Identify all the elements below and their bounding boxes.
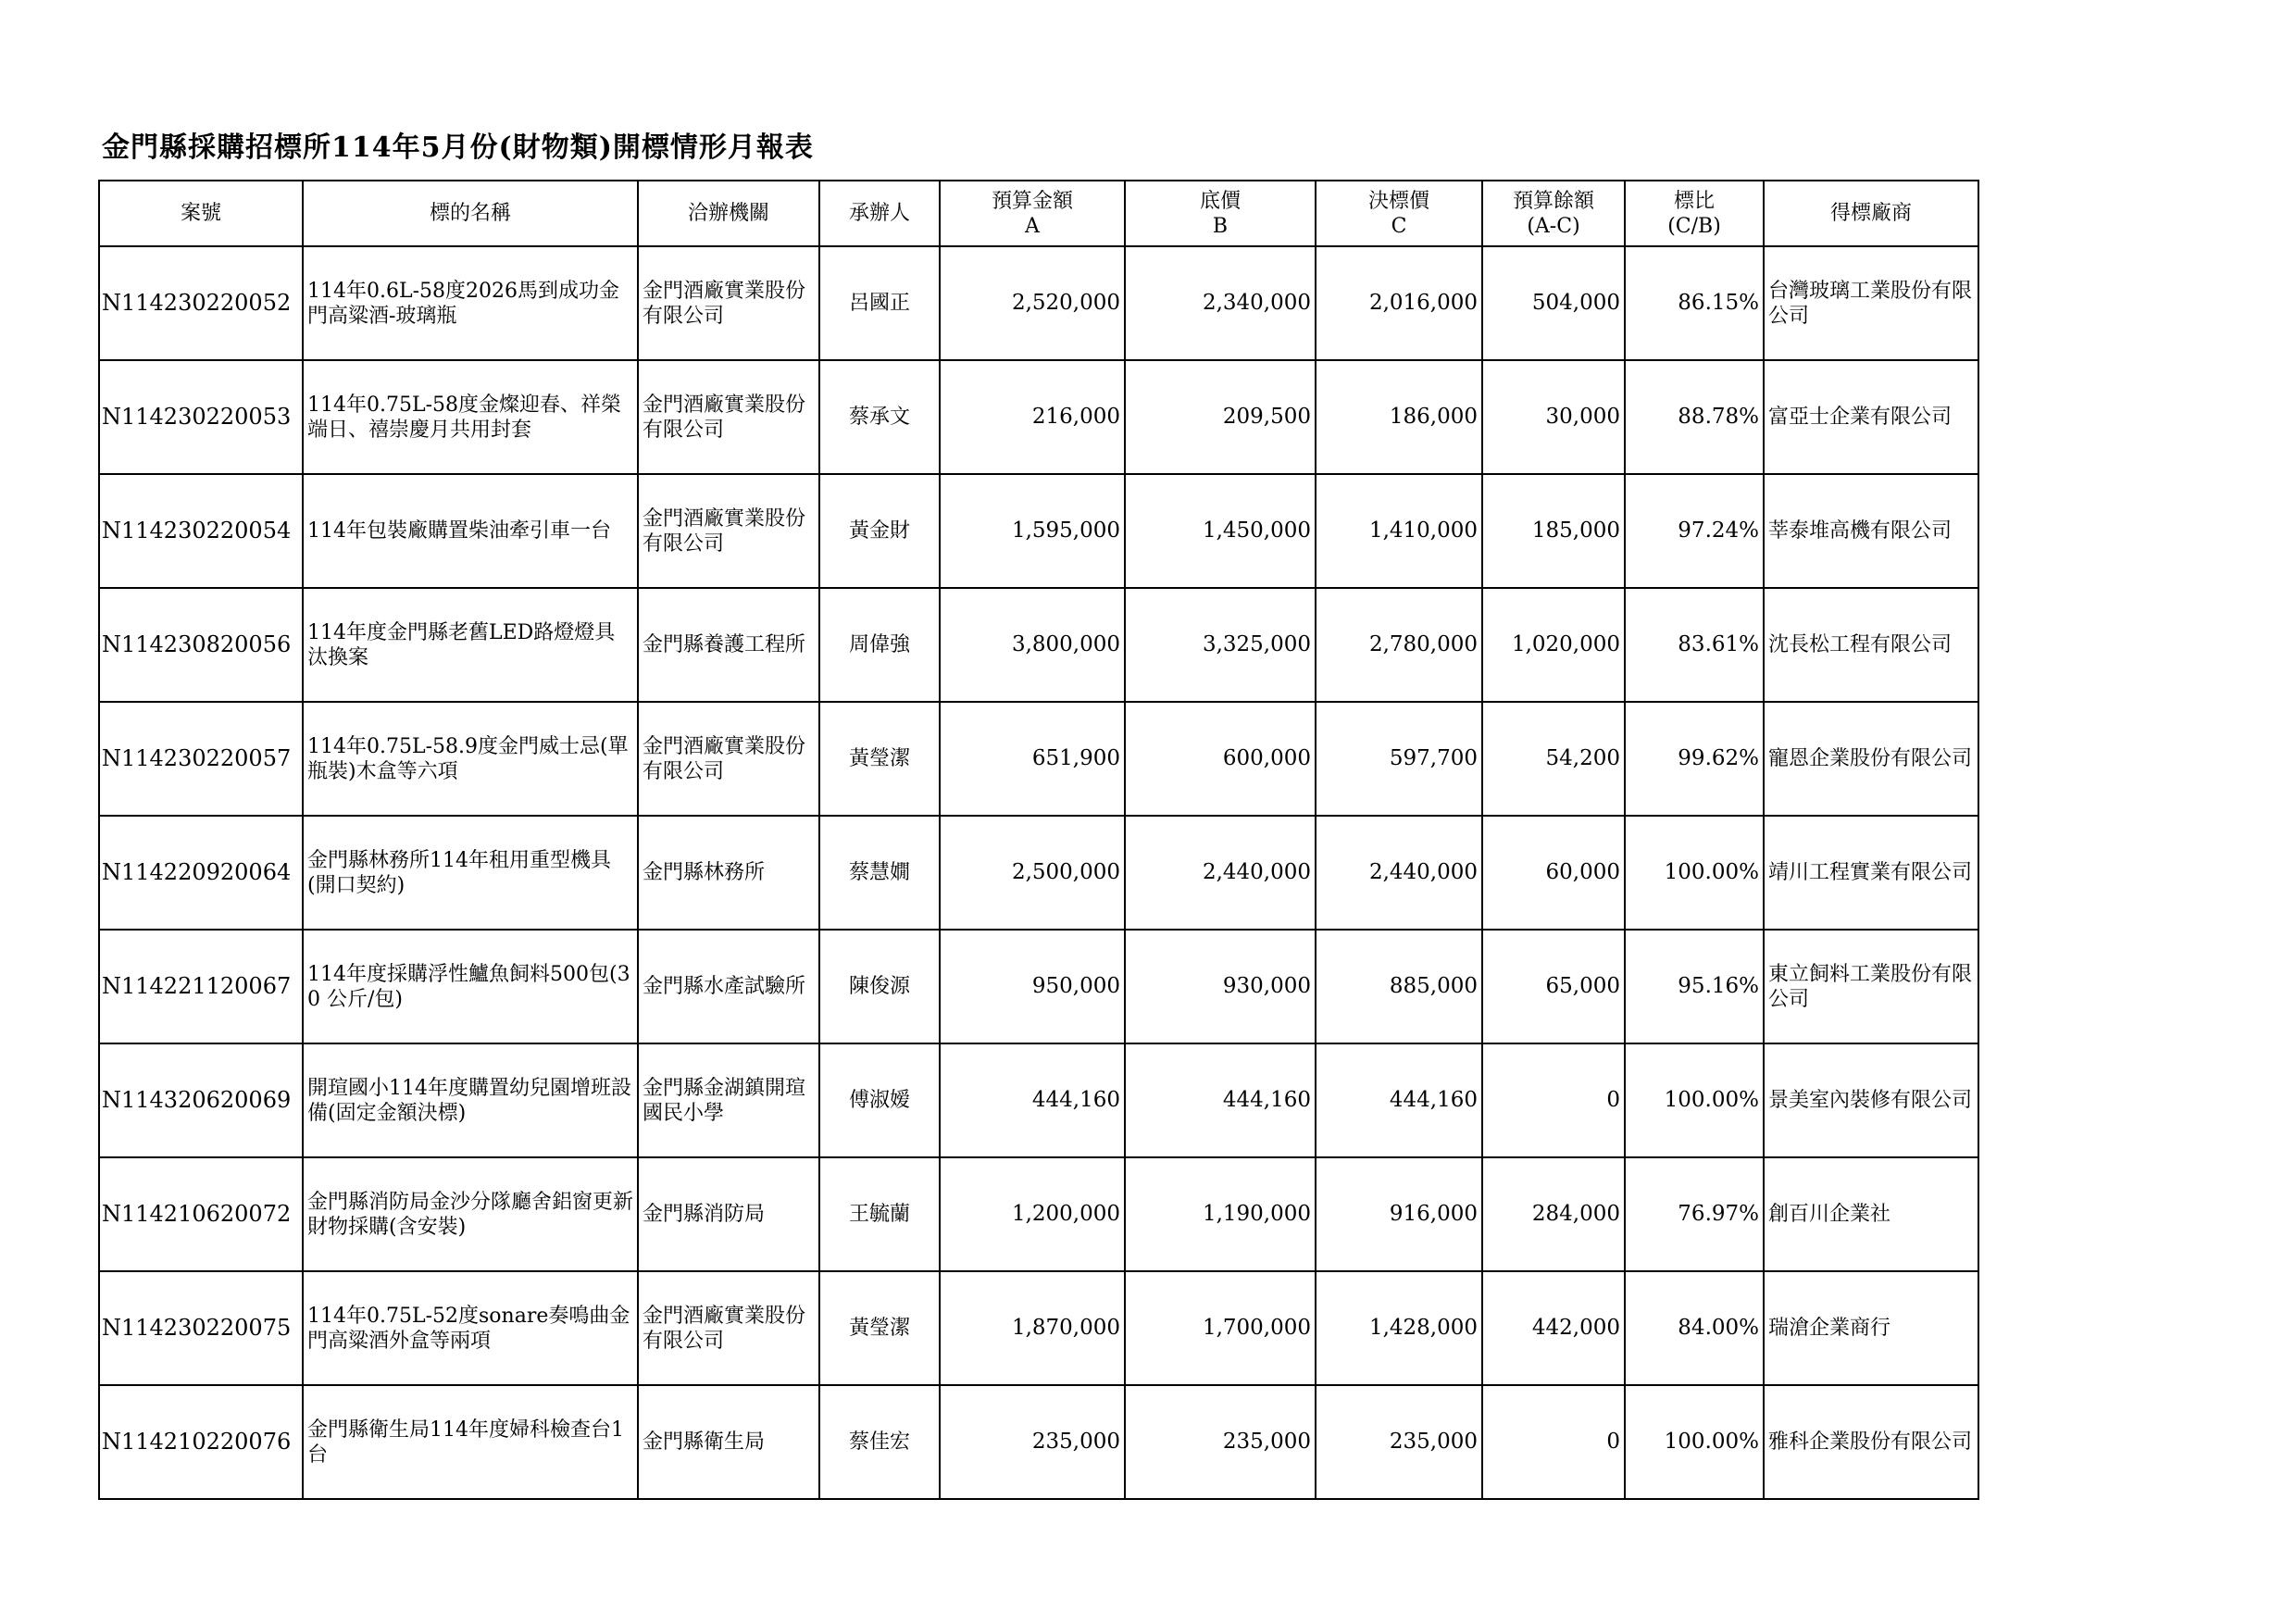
- award-cell: 2,016,000: [1316, 246, 1482, 360]
- award-cell: 235,000: [1316, 1385, 1482, 1499]
- reserve-cell: 209,500: [1125, 360, 1316, 474]
- surplus-cell: 65,000: [1482, 930, 1625, 1043]
- surplus-cell: 1,020,000: [1482, 588, 1625, 702]
- item-name-cell: 114年包裝廠購置柴油牽引車一台: [303, 474, 638, 588]
- budget-cell: 651,900: [940, 702, 1125, 816]
- ratio-cell: 100.00%: [1625, 1385, 1764, 1499]
- case-no-cell: N114210220076: [99, 1385, 303, 1499]
- vendor-cell: 景美室內裝修有限公司: [1764, 1043, 1978, 1157]
- case-no-cell: N114230220075: [99, 1271, 303, 1385]
- header-award-label: 決標價: [1367, 189, 1429, 213]
- agency-cell: 金門縣衛生局: [638, 1385, 819, 1499]
- officer-cell: 陳俊源: [819, 930, 940, 1043]
- header-vendor: 得標廠商: [1764, 181, 1978, 246]
- vendor-cell: 東立飼料工業股份有限公司: [1764, 930, 1978, 1043]
- table-row: [99, 1385, 1978, 1499]
- case-no-cell: N114230220052: [99, 246, 303, 360]
- officer-cell: 王毓蘭: [819, 1157, 940, 1271]
- vendor-cell: 寵恩企業股份有限公司: [1764, 702, 1978, 816]
- header-reserve-sub: B: [1212, 214, 1229, 238]
- surplus-cell: 504,000: [1482, 246, 1625, 360]
- reserve-cell: 600,000: [1125, 702, 1316, 816]
- budget-cell: 1,200,000: [940, 1157, 1125, 1271]
- budget-cell: 444,160: [940, 1043, 1125, 1157]
- award-cell: 916,000: [1316, 1157, 1482, 1271]
- table-row: [99, 702, 1978, 816]
- ratio-cell: 95.16%: [1625, 930, 1764, 1043]
- officer-cell: 呂國正: [819, 246, 940, 360]
- ratio-cell: 88.78%: [1625, 360, 1764, 474]
- vendor-cell: 創百川企業社: [1764, 1157, 1978, 1271]
- award-cell: 2,440,000: [1316, 816, 1482, 930]
- reserve-cell: 444,160: [1125, 1043, 1316, 1157]
- item-name-cell: 114年0.75L-52度sonare奏鳴曲金門高粱酒外盒等兩項: [303, 1271, 638, 1385]
- ratio-cell: 97.24%: [1625, 474, 1764, 588]
- header-surplus: [1482, 181, 1625, 246]
- header-ratio-sub: (C/B): [1667, 214, 1721, 238]
- vendor-cell: 富亞士企業有限公司: [1764, 360, 1978, 474]
- header-agency: 洽辦機關: [638, 181, 819, 246]
- surplus-cell: 284,000: [1482, 1157, 1625, 1271]
- ratio-cell: 99.62%: [1625, 702, 1764, 816]
- vendor-cell: 台灣玻璃工業股份有限公司: [1764, 246, 1978, 360]
- table-row: [99, 588, 1978, 702]
- header-officer: 承辦人: [819, 181, 940, 246]
- ratio-cell: 100.00%: [1625, 816, 1764, 930]
- item-name-cell: 金門縣消防局金沙分隊廳舍鋁窗更新財物採購(含安裝): [303, 1157, 638, 1271]
- budget-cell: 1,595,000: [940, 474, 1125, 588]
- budget-cell: 1,870,000: [940, 1271, 1125, 1385]
- officer-cell: 蔡佳宏: [819, 1385, 940, 1499]
- case-no-cell: N114230220054: [99, 474, 303, 588]
- budget-cell: 2,500,000: [940, 816, 1125, 930]
- surplus-cell: 0: [1482, 1043, 1625, 1157]
- case-no-cell: N114230220053: [99, 360, 303, 474]
- officer-cell: 周偉強: [819, 588, 940, 702]
- table-row: [99, 930, 1978, 1043]
- header-surplus-sub: (A-C): [1527, 214, 1580, 238]
- ratio-cell: 100.00%: [1625, 1043, 1764, 1157]
- reserve-cell: 1,190,000: [1125, 1157, 1316, 1271]
- header-award: [1316, 181, 1482, 246]
- item-name-cell: 開瑄國小114年度購置幼兒園增班設備(固定金額決標): [303, 1043, 638, 1157]
- vendor-cell: 瑞滄企業商行: [1764, 1271, 1978, 1385]
- award-cell: 1,410,000: [1316, 474, 1482, 588]
- header-case-no: 案號: [99, 181, 303, 246]
- vendor-cell: 莘泰堆高機有限公司: [1764, 474, 1978, 588]
- agency-cell: 金門酒廠實業股份有限公司: [638, 246, 819, 360]
- header-ratio: [1625, 181, 1764, 246]
- header-budget: [940, 181, 1125, 246]
- surplus-cell: 0: [1482, 1385, 1625, 1499]
- item-name-cell: 金門縣林務所114年租用重型機具(開口契約): [303, 816, 638, 930]
- award-cell: 2,780,000: [1316, 588, 1482, 702]
- item-name-cell: 114年度金門縣老舊LED路燈燈具汰換案: [303, 588, 638, 702]
- agency-cell: 金門酒廠實業股份有限公司: [638, 360, 819, 474]
- budget-cell: 235,000: [940, 1385, 1125, 1499]
- reserve-cell: 1,450,000: [1125, 474, 1316, 588]
- reserve-cell: 2,340,000: [1125, 246, 1316, 360]
- reserve-cell: 3,325,000: [1125, 588, 1316, 702]
- officer-cell: 黃瑩潔: [819, 1271, 940, 1385]
- agency-cell: 金門縣金湖鎮開瑄國民小學: [638, 1043, 819, 1157]
- case-no-cell: N114210620072: [99, 1157, 303, 1271]
- ratio-cell: 76.97%: [1625, 1157, 1764, 1271]
- item-name-cell: 114年0.75L-58.9度金門威士忌(單瓶裝)木盒等六項: [303, 702, 638, 816]
- agency-cell: 金門縣林務所: [638, 816, 819, 930]
- surplus-cell: 442,000: [1482, 1271, 1625, 1385]
- ratio-cell: 86.15%: [1625, 246, 1764, 360]
- vendor-cell: 雅科企業股份有限公司: [1764, 1385, 1978, 1499]
- officer-cell: 蔡慧嫺: [819, 816, 940, 930]
- header-row: [99, 181, 1978, 246]
- table-row: [99, 246, 1978, 360]
- officer-cell: 蔡承文: [819, 360, 940, 474]
- item-name-cell: 金門縣衛生局114年度婦科檢查台1台: [303, 1385, 638, 1499]
- case-no-cell: N114230820056: [99, 588, 303, 702]
- surplus-cell: 54,200: [1482, 702, 1625, 816]
- item-name-cell: 114年度採購浮性鱸魚飼料500包(30 公斤/包): [303, 930, 638, 1043]
- agency-cell: 金門酒廠實業股份有限公司: [638, 702, 819, 816]
- case-no-cell: N114220920064: [99, 816, 303, 930]
- table-row: [99, 816, 1978, 930]
- table-row: [99, 1157, 1978, 1271]
- header-award-sub: C: [1391, 214, 1407, 238]
- table-row: [99, 474, 1978, 588]
- header-item-name: 標的名稱: [303, 181, 638, 246]
- table-row: [99, 1271, 1978, 1385]
- budget-cell: 950,000: [940, 930, 1125, 1043]
- award-cell: 444,160: [1316, 1043, 1482, 1157]
- reserve-cell: 235,000: [1125, 1385, 1316, 1499]
- item-name-cell: 114年0.6L-58度2026馬到成功金門高粱酒-玻璃瓶: [303, 246, 638, 360]
- agency-cell: 金門縣養護工程所: [638, 588, 819, 702]
- table-row: [99, 360, 1978, 474]
- award-cell: 186,000: [1316, 360, 1482, 474]
- tender-results-table: [98, 180, 1979, 1500]
- award-cell: 597,700: [1316, 702, 1482, 816]
- header-reserve-label: 底價: [1199, 189, 1241, 213]
- award-cell: 885,000: [1316, 930, 1482, 1043]
- case-no-cell: N114230220057: [99, 702, 303, 816]
- officer-cell: 傅淑嫒: [819, 1043, 940, 1157]
- header-reserve: [1125, 181, 1316, 246]
- case-no-cell: N114221120067: [99, 930, 303, 1043]
- reserve-cell: 930,000: [1125, 930, 1316, 1043]
- surplus-cell: 185,000: [1482, 474, 1625, 588]
- case-no-cell: N114320620069: [99, 1043, 303, 1157]
- agency-cell: 金門縣水產試驗所: [638, 930, 819, 1043]
- header-budget-label: 預算金額: [991, 189, 1073, 213]
- budget-cell: 216,000: [940, 360, 1125, 474]
- reserve-cell: 1,700,000: [1125, 1271, 1316, 1385]
- agency-cell: 金門酒廠實業股份有限公司: [638, 474, 819, 588]
- surplus-cell: 30,000: [1482, 360, 1625, 474]
- budget-cell: 2,520,000: [940, 246, 1125, 360]
- reserve-cell: 2,440,000: [1125, 816, 1316, 930]
- officer-cell: 黃瑩潔: [819, 702, 940, 816]
- surplus-cell: 60,000: [1482, 816, 1625, 930]
- agency-cell: 金門縣消防局: [638, 1157, 819, 1271]
- report-title: 金門縣採購招標所114年5月份(財物類)開標情形月報表: [102, 131, 814, 164]
- vendor-cell: 沈長松工程有限公司: [1764, 588, 1978, 702]
- header-ratio-label: 標比: [1673, 189, 1715, 213]
- header-budget-sub: A: [1025, 214, 1040, 238]
- header-surplus-label: 預算餘額: [1512, 189, 1594, 213]
- ratio-cell: 84.00%: [1625, 1271, 1764, 1385]
- table-row: [99, 1043, 1978, 1157]
- agency-cell: 金門酒廠實業股份有限公司: [638, 1271, 819, 1385]
- award-cell: 1,428,000: [1316, 1271, 1482, 1385]
- ratio-cell: 83.61%: [1625, 588, 1764, 702]
- vendor-cell: 靖川工程實業有限公司: [1764, 816, 1978, 930]
- budget-cell: 3,800,000: [940, 588, 1125, 702]
- officer-cell: 黃金財: [819, 474, 940, 588]
- item-name-cell: 114年0.75L-58度金燦迎春、祥榮端日、禧崇慶月共用封套: [303, 360, 638, 474]
